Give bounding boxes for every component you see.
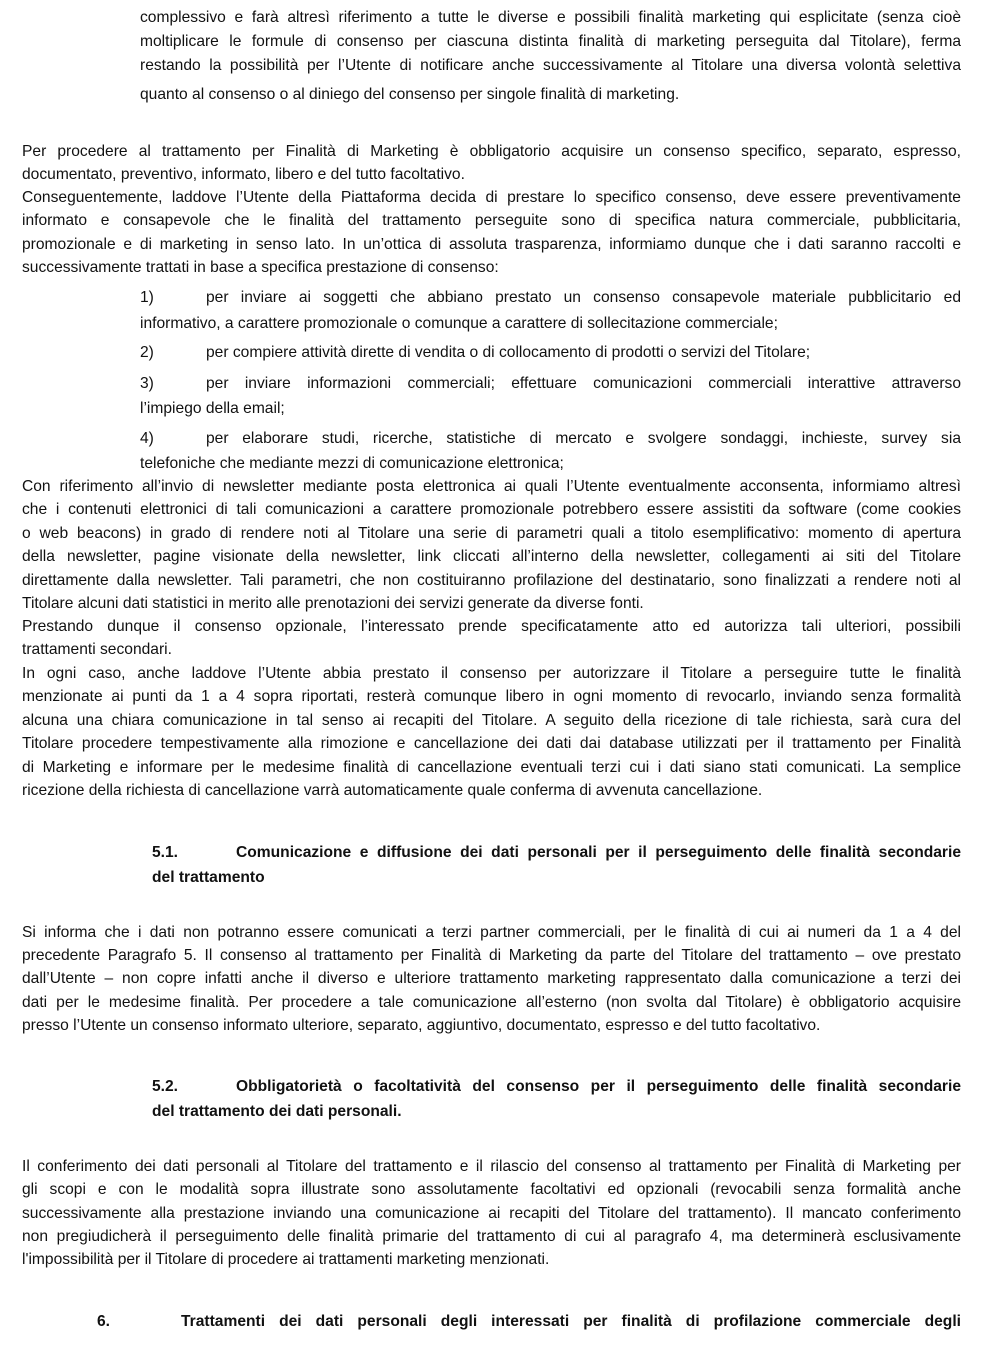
list-number: 4) <box>140 430 154 447</box>
list-text: per inviare ai soggetti che abbiano prestato un consenso consapevole materiale pubblicitario ed <box>206 289 961 306</box>
body-line: In ogni caso, anche laddove l’Utente abbia prestato il consenso per autorizzare il Titolare a perseguire tutte le finalità <box>22 665 961 682</box>
body-line: Il conferimento dei dati personali al Titolare del trattamento e il rilascio del consenso al trattamento per Finalità di Marketing per <box>22 1158 961 1175</box>
body-line: che i contenuti elettronici di tali comunicazioni a carattere promozionale potrebbero essere assistiti da software (come cookies <box>22 501 961 518</box>
list-text: per elaborare studi, ricerche, statistiche di mercato e svolgere sondaggi, inchieste, survey sia <box>206 430 961 447</box>
intro-line: restando la possibilità per l’Utente di notificare anche successivamente al Titolare una diversa volontà selettiva <box>140 57 961 74</box>
body-line: Titolare alcuni dati statistici in merito alle prenotazioni dei servizi generate da diverse fonti. <box>22 595 644 612</box>
list-text: l’impiego della email; <box>140 400 285 417</box>
body-line: Conseguentemente, laddove l’Utente della Piattaforma decida di prestare lo specifico consenso, deve essere preventivamente <box>22 189 961 206</box>
body-line: informato e consapevole che le finalità del trattamento perseguite sono di specifica natura commerciale, pubblicitaria, <box>22 212 961 229</box>
body-line: della newsletter, pagine visionate della newsletter, link cliccati all’interno della newsletter, collegamenti ai siti del Titolare <box>22 548 961 565</box>
body-line: Per procedere al trattamento per Finalità di Marketing è obbligatorio acquisire un consenso specifico, separato, espresso, <box>22 143 961 160</box>
section-title: Comunicazione e diffusione dei dati personali per il perseguimento delle finalità secondarie <box>236 844 961 861</box>
list-text: informativo, a carattere promozionale o comunque a carattere di sollecitazione commerciale; <box>140 315 778 332</box>
body-line: successivamente alla prestazione inviando una comunicazione ai recapiti del Titolare del trattamento). Il mancato conferimento <box>22 1205 961 1222</box>
body-line: dall’Utente – non copre infatti anche il diverso e ulteriore trattamento marketing rappresentato dalla comunicazione a terzi dei <box>22 970 961 987</box>
body-line: direttamente dalla newsletter. Tali parametri, che non costituiranno profilazione del destinatario, sono finalizzati a rendere noti al <box>22 572 961 589</box>
list-text: per compiere attività dirette di vendita o di collocamento di prodotti o servizi del Titolare; <box>206 344 811 361</box>
list-text: per inviare informazioni commerciali; effettuare comunicazioni commerciali interattive attraverso <box>206 375 961 392</box>
body-line: presso l’Utente un consenso informato ulteriore, separato, aggiuntivo, documentato, espresso e del tutto facoltativo. <box>22 1017 821 1034</box>
body-line: Si informa che i dati non potranno essere comunicati a terzi partner commerciali, per le finalità di cui ai numeri da 1 a 4 del <box>22 924 961 941</box>
body-line: Con riferimento all’invio di newsletter mediante posta elettronica ai quali l’Utente eventualmente acconsenta, informiamo altresì <box>22 478 961 495</box>
body-line: dati per le medesime finalità. Per procedere a tale comunicazione all’esterno (non svolta dal Titolare) è obbligatorio acquisire <box>22 994 961 1011</box>
list-number: 3) <box>140 375 154 392</box>
body-line: gli scopi e con le modalità sopra illustrate sono assolutamente facoltativi ed opzionali (revocabili senza formalità anche <box>22 1181 961 1198</box>
body-line: Titolare procedere tempestivamente alla rimozione e cancellazione dei dati dai database utilizzati per il trattamento per Finalità <box>22 735 961 752</box>
body-line: menzionate ai punti da 1 a 4 sopra riportati, resterà comunque libero in ogni momento di revocarlo, inviando senza formalità <box>22 688 961 705</box>
body-line: di Marketing e informare per le medesime finalità di cancellazione eventuali terzi cui i dati siano stati comunicati. La semplice <box>22 759 961 776</box>
body-line: documentato, preventivo, informato, libero e del tutto facoltativo. <box>22 166 465 183</box>
list-number: 2) <box>140 344 154 361</box>
section-number: 5.2. <box>152 1078 179 1095</box>
section-title: Obbligatorietà o facoltatività del consenso per il perseguimento delle finalità secondarie <box>236 1078 961 1095</box>
body-line: successivamente trattati in base a specifica prestazione di consenso: <box>22 259 499 276</box>
section-number: 6. <box>97 1313 111 1330</box>
body-line: l'impossibilità per il Titolare di procedere ai trattamenti marketing menzionati. <box>22 1251 550 1268</box>
body-line: alcuna una chiara comunicazione in tal senso ai recapiti del Titolare. A seguito della ricezione di tale richiesta, sarà cura del <box>22 712 961 729</box>
list-number: 1) <box>140 289 154 306</box>
intro-line: moltiplicare le formule di consenso per ciascuna distinta finalità di marketing perseguita dal Titolare), ferma <box>140 33 961 50</box>
body-line: precedente Paragrafo 5. Il consenso al trattamento per Finalità di Marketing da parte del Titolare del trattamento – ove prestato <box>22 947 961 964</box>
intro-line: quanto al consenso o al diniego del consenso per singole finalità di marketing. <box>140 86 680 103</box>
body-line: promozionale e di marketing in senso lato. In un’ottica di assoluta trasparenza, informiamo dunque che i dati saranno raccolti e <box>22 236 961 253</box>
body-line: o web beacons) in grado di rendere noti al Titolare una serie di parametri quali a titolo esemplificativo: momento di apertura <box>22 525 961 542</box>
section-title: Trattamenti dei dati personali degli interessati per finalità di profilazione commerciale degli <box>181 1313 961 1330</box>
list-text: telefoniche che mediante mezzi di comunicazione elettronica; <box>140 455 564 472</box>
body-line: ricezione della richiesta di cancellazione varrà automaticamente quale conferma di avvenuta cancellazione. <box>22 782 763 799</box>
section-title: del trattamento <box>152 869 265 886</box>
body-line: non pregiudicherà il perseguimento delle finalità primarie del trattamento di cui al paragrafo 4, ma determinerà esclusivamente <box>22 1228 961 1245</box>
section-number: 5.1. <box>152 844 179 861</box>
intro-line: complessivo e farà altresì riferimento a tutte le diverse e possibili finalità marketing qui esplicitate (senza cioè <box>140 9 961 26</box>
section-title: del trattamento dei dati personali. <box>152 1103 402 1120</box>
body-line: Prestando dunque il consenso opzionale, l’interessato prende specificatamente atto ed autorizza tali ulteriori, possibili <box>22 618 961 635</box>
body-line: trattamenti secondari. <box>22 641 172 658</box>
